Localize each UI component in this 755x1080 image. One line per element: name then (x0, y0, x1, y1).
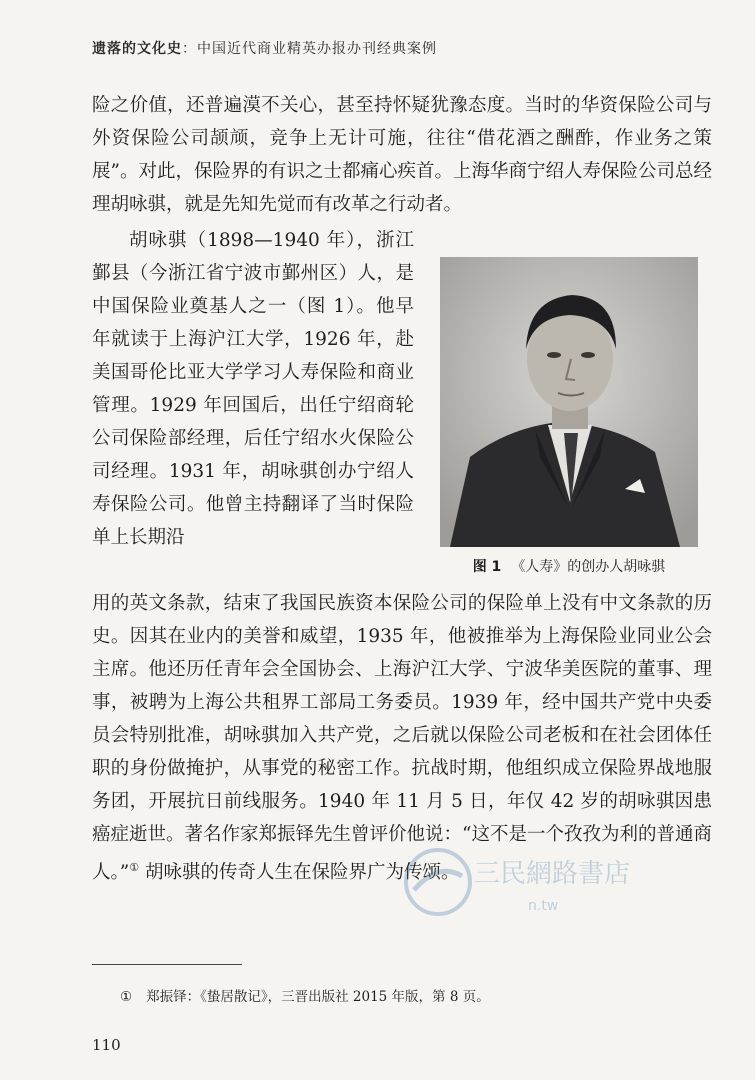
footnote-mark: ① (120, 989, 133, 1005)
header-separator: ： (182, 41, 197, 57)
figure-caption-text: 《人寿》的创办人胡咏骐 (511, 559, 666, 575)
paragraph-body-text: 用的英文条款，结束了我国民族资本保险公司的保险单上没有中文条款的历史。因其在业内的美誉和威望，1935 年，他被推举为上海保险业同业公会主席。他还历任青年会全国协会、上海沪江大学、宁波华美医院的董事、理事，被聘为上海公共租界工部局工务委员。1939 年，经中国共产党中央委员会特别批准，胡咏骐加入共产党，之后就以保险公司老板和在社会团体任职的身份做掩护，从事党的秘密工作。抗战时期，他组织成立保险界战地服务团，开展抗日前线服务。1940 年 11 月 5 日，年仅 42 岁的胡咏骐因患癌症逝世。著名作家郑振铎先生曾评价他说：“这不是一个孜孜为利的普通商人。” (92, 593, 712, 884)
footnote (120, 985, 490, 1005)
watermark-url: n.tw (528, 898, 559, 914)
footnote-divider (92, 964, 242, 965)
paragraph-intro: 险之价值，还普遍漠不关心，甚至持怀疑犹豫态度。当时的华资保险公司与外资保险公司颉颃，竞争上无计可施，往往“借花酒之酬酢，作业务之策展”。对此，保险界的有识之士都痛心疾首。上海华商宁绍人寿保险公司总经理胡咏骐，就是先知先觉而有改革之行动者。 (92, 95, 712, 215)
book-subtitle: 中国近代商业精英办报办刊经典案例 (197, 41, 437, 57)
book-title: 遗落的文化史 (92, 41, 182, 57)
page-number: 110 (92, 1036, 121, 1054)
watermark-text: 三民網路書店 (474, 859, 631, 889)
footnote-reference: ① (129, 861, 140, 874)
watermark-logo (400, 842, 631, 920)
portrait-image (440, 257, 698, 547)
running-header (92, 38, 437, 58)
paragraph-biography-start: 胡咏骐（1898—1940 年），浙江鄞县（今浙江省宁波市鄞州区）人，是中国保险业奠基人之一（图 1）。他早年就读于上海沪江大学，1926 年，赴美国哥伦比亚大学学习人寿保险和商业管理。1929 年回国后，出任宁绍商轮公司保险部经理，后任宁绍水火保险公司经理。1931 年，胡咏骐创办宁绍人寿保险公司。他曾主持翻译了当时保险单上长期沿 (92, 230, 414, 548)
figure-number: 图 1 (472, 559, 502, 575)
footnote-text: 郑振铎：《蛰居散记》，三晋出版社 2015 年版，第 8 页。 (146, 989, 490, 1005)
portrait-photo (440, 257, 698, 547)
paragraph-tail-text: 胡咏骐的传奇人生在保险界广为传颂。 (139, 862, 460, 884)
figure-caption (440, 556, 698, 576)
